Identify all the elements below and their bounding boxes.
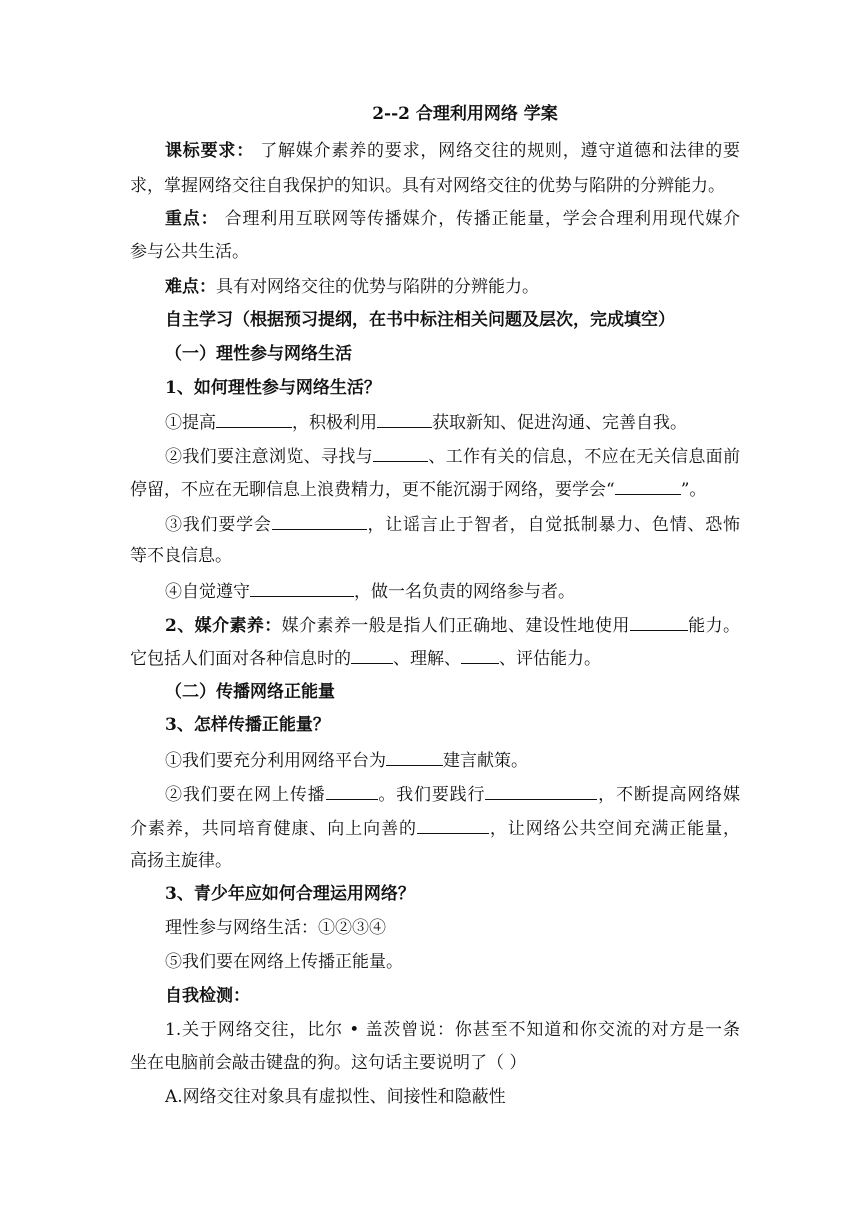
- requirements-text-1: 了解媒介素养的要求，网络交往的规则，遵守道德和法律的要: [254, 141, 740, 161]
- requirements-label: 课标要求：: [165, 141, 254, 161]
- s1-item-1-text-b: ，积极利用: [292, 413, 377, 433]
- s1-item-3-text-b: ，让谣言止于智者，自觉抵制暴力、色情、恐怖: [366, 515, 741, 535]
- check-q1-line-1: 1.关于网络交往，比尔 • 盖茨曾说：你甚至不知道和你交流的对方是一条: [165, 1020, 740, 1040]
- blank-field[interactable]: [373, 445, 428, 462]
- blank-field[interactable]: [326, 783, 378, 800]
- check-q1-line-2: 坐在电脑前会敲击键盘的狗。这句话主要说明了（ ）: [130, 1053, 527, 1073]
- blank-field[interactable]: [386, 749, 443, 766]
- blank-field[interactable]: [250, 580, 354, 597]
- s1-item-1: [165, 411, 740, 433]
- media-literacy-text-c: 它包括人们面对各种信息时的: [130, 649, 351, 669]
- requirements-line-1: [165, 141, 740, 161]
- s1-item-2-text-b: 、工作有关的信息，不应在无关信息面前: [428, 447, 740, 467]
- s2-item-2: [165, 783, 740, 805]
- blank-field[interactable]: [272, 513, 367, 530]
- s1-item-2-text-a: ②我们要注意浏览、寻找与: [165, 447, 373, 467]
- s1-item-4-text-b: ，做一名负责的网络参与者。: [354, 582, 575, 602]
- blank-field[interactable]: [417, 817, 489, 834]
- blank-field[interactable]: [630, 614, 688, 631]
- blank-field[interactable]: [216, 411, 292, 428]
- s1-item-1-text-c: 获取新知、促进沟通、完善自我。: [432, 413, 687, 433]
- blank-field[interactable]: [377, 411, 432, 428]
- s1-item-2-cont: [130, 478, 740, 500]
- s1-item-3: [165, 513, 740, 535]
- s2-item-1-text-b: 建言献策。: [443, 751, 528, 771]
- question-3: 3、怎样传播正能量？: [165, 715, 330, 735]
- media-literacy-text-d: 、理解、: [393, 649, 461, 669]
- media-literacy: [165, 614, 740, 636]
- media-literacy-label: 2、媒介素养：: [165, 616, 282, 636]
- focus-text-1: 合理利用互联网等传播媒介，传播正能量，学会合理利用现代媒介: [218, 209, 741, 229]
- media-literacy-cont: [130, 647, 740, 669]
- media-literacy-text-b: 能力。: [687, 616, 740, 636]
- s1-item-2: [165, 445, 740, 467]
- media-literacy-text-e: 、评估能力。: [499, 649, 601, 669]
- blank-field[interactable]: [461, 647, 499, 664]
- s2-item-2-text-c: ，不断提高网络媒: [597, 785, 741, 805]
- check-q1-option-a: A.网络交往对象具有虚拟性、间接性和隐蔽性: [165, 1087, 506, 1107]
- s3-line-1: 理性参与网络生活：①②③④: [165, 918, 386, 938]
- s1-item-1-text-a: ①提高: [165, 413, 216, 433]
- s3-line-2: ⑤我们要在网络上传播正能量。: [165, 952, 403, 972]
- focus-line-2: 参与公共生活。: [130, 242, 249, 262]
- s1-item-2-text-d: ”。: [680, 480, 707, 500]
- blank-field[interactable]: [615, 478, 681, 495]
- section1-heading: （一）理性参与网络生活: [165, 344, 352, 364]
- difficulty-text: 具有对网络交往的优势与陷阱的分辨能力。: [216, 277, 539, 297]
- s1-item-4-text-a: ④自觉遵守: [165, 582, 250, 602]
- s2-item-1-text-a: ①我们要充分利用网络平台为: [165, 751, 386, 771]
- s1-item-3-cont: 等不良信息。: [130, 546, 232, 566]
- difficulty-label: 难点：: [165, 277, 216, 297]
- question-1: 1、如何理性参与网络生活？: [165, 378, 381, 398]
- page-title: 2--2 合理利用网络 学案: [372, 104, 558, 124]
- s1-item-3-text-a: ③我们要学会: [165, 515, 272, 535]
- s2-item-2-end: 高扬主旋律。: [130, 851, 232, 871]
- difficulty-line: [165, 277, 740, 297]
- s2-item-2-cont: [130, 817, 740, 839]
- blank-field[interactable]: [351, 647, 393, 664]
- requirements-line-2: 求，掌握网络交往自我保护的知识。具有对网络交往的优势与陷阱的分辨能力。: [130, 176, 725, 196]
- self-check-heading: 自我检测：: [165, 986, 250, 1006]
- s2-item-1: [165, 749, 740, 771]
- media-literacy-text-a: 媒介素养一般是指人们正确地、建设性地使用: [281, 616, 630, 636]
- blank-field[interactable]: [485, 783, 597, 800]
- question-3b: 3、青少年应如何合理运用网络？: [165, 884, 415, 904]
- s2-item-2-text-a: ②我们要在网上传播: [165, 785, 326, 805]
- s2-item-2-text-d: 介素养，共同培育健康、向上向善的: [130, 819, 417, 839]
- focus-label: 重点：: [165, 209, 219, 229]
- section2-heading: （二）传播网络正能量: [165, 682, 335, 702]
- s2-item-2-text-e: ，让网络公共空间充满正能量，: [488, 819, 741, 839]
- s1-item-4: [165, 580, 740, 602]
- s2-item-2-text-b: 。我们要践行: [377, 785, 486, 805]
- focus-line-1: [165, 209, 740, 229]
- self-study-heading: 自主学习（根据预习提纲，在书中标注相关问题及层次，完成填空）: [165, 310, 675, 330]
- s1-item-2-text-c: 停留，不应在无聊信息上浪费精力，更不能沉溺于网络，要学会“: [130, 480, 615, 500]
